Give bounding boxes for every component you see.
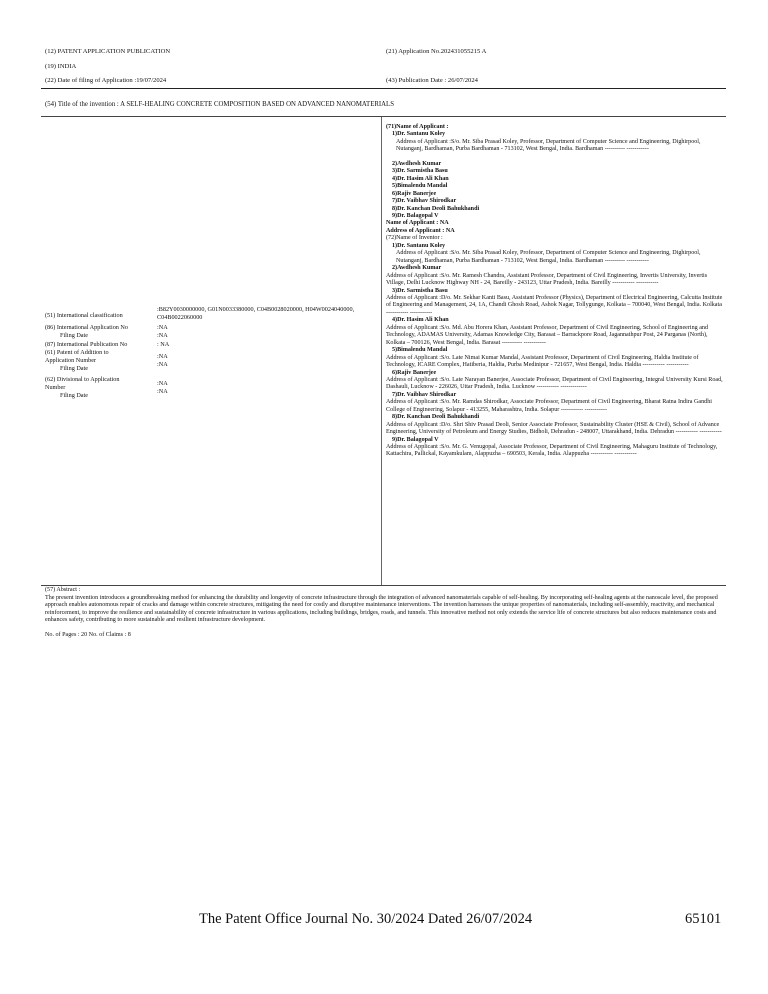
inventor-name: 9)Dr. Balagopal V <box>392 436 439 443</box>
applicant-name: 6)Rajiv Banerjee <box>392 190 437 197</box>
title-rule <box>41 116 726 117</box>
inventor-address: Address of Applicant :S/o. Md. Abu Horera Khan, Assistant Professor, Department of Civil Engineering, School of Engineering and Technology, ADAMAS University, Adamas Knowledge City, Barasat – Barrackpore Road, Jagannathpur Post, 24 Parganas (North), Kolkata – 700126, West Bengal, India. Barasat ---------- ----------- <box>386 324 708 346</box>
inventor-address: Address of Applicant :S/o. Mr. G. Venugopal, Associate Professor, Department of Civil Engineering, Mahaguru Institute of Technology, Kattachira, Pallickal, Kayamkulam, Alappuzha – 690503, Kerala, India. Alappuzha ----------- ----------- <box>386 444 718 458</box>
country: (19) INDIA <box>45 63 77 70</box>
abstract-rule <box>41 585 726 586</box>
inventor-name: 4)Dr. Hasim Ali Khan <box>392 317 449 324</box>
inventor-name: 3)Dr. Sarmistha Basu <box>392 287 448 294</box>
applicant-address-na: Address of Applicant : NA <box>386 227 455 234</box>
divisional-value-2: :NA <box>157 388 168 395</box>
invention-title: (54) Title of the invention : A SELF-HEALING CONCRETE COMPOSITION BASED ON ADVANCED NANOMATERIALS <box>45 101 394 108</box>
journal-footer: The Patent Office Journal No. 30/2024 Dated 26/07/2024 <box>199 911 533 927</box>
divisional-label-1: (62) Divisional to Application <box>45 376 120 383</box>
abstract-heading: (57) Abstract : <box>45 587 81 593</box>
inventor-address: Address of Applicant :S/o. Late Narayan Banerjee, Associate Professor, Department of Civil Engineering, Integral University Kursi Road, Dashauli, Lucknow - 226026, Uttar Pradesh, India. Lucknow ----------- ------------- <box>386 376 723 391</box>
inventor-name: 6)Rajiv Banerjee <box>392 369 437 376</box>
applicant-name: 8)Dr. Kanchan Deoli Bahukhandi <box>392 205 480 212</box>
addition-value-2: :NA <box>157 361 168 368</box>
applicant-name: 2)Awdhesh Kumar <box>392 160 442 167</box>
inventor-name: 7)Dr. Vaibhav Shirodkar <box>392 391 457 398</box>
applicant-name-na: Name of Applicant : NA <box>386 220 449 227</box>
inventor-name: 8)Dr. Kanchan Deoli Bahukhandi <box>392 414 480 421</box>
publication-date: (43) Publication Date : 26/07/2024 <box>386 77 478 84</box>
intl-pub-no-value: : NA <box>157 341 170 348</box>
inventor-address: Address of Applicant :S/o. Mr. Ramesh Chandra, Assistant Professor, Department of Civil Engineering, Invertis University, Invertis Village, Delhi Lucknow Highway NH - 24, Bareilly - 243123, Uttar Pradesh, India. Bareilly ----------- ----------- <box>386 272 708 287</box>
applicant-name: 3)Dr. Sarmistha Basu <box>392 168 448 175</box>
inventors-heading: (72)Name of Inventor : <box>386 235 443 242</box>
filing-date: (22) Date of filing of Application :19/07/2024 <box>45 77 167 84</box>
addition-value-1: :NA <box>157 353 168 360</box>
filing-date-value: :NA <box>157 332 168 339</box>
inventor-address: Address of Applicant :S/o. Mr. Siba Prasad Koley, Professor, Department of Computer Science and Engineering, Dighirpool, Nutanganj, Bardhaman, Purba Bardhaman - 713102, West Bengal, India. Bardhaman ---------- ----------- <box>396 250 701 264</box>
abstract-text: The present invention introduces a groundbreaking method for enhancing the durability and longevity of concrete infrastructure through the integration of advanced nanomaterials capable of self-healing. By incorporating self-healing agents at the nanoscale level, the proposed approach enables autonomous repair of cracks and damage within concrete structures, mitigating the need for costly and disruptive maintenance interventions. The invention harnesses the unique properties of nanomaterials, including self-assembly, reactivity, and mechanical reinforcement, to improve the resilience and sustainability of concrete infrastructure in various applications, including buildings, bridges, roads, and tunnels. This innovative method not only extends the service life of concrete structures but also reduces maintenance costs and enhances safety, contributing to more sustainable and resilient infrastructure development. <box>45 594 718 623</box>
inventor-address: Address of Applicant :D/o. Mr. Sekhar Kanti Basu, Assistant Professor (Physics), Department of Electrical Engineering, Calcutta Institute of Engineering and Management, 24, 1A, Chandi Ghosh Road, Ashok Nagar, Tollygunge, Kolkata – 700040, West Bengal, India. Kolkata ----------- ----------- <box>386 294 723 316</box>
application-number: (21) Application No.202431055215 A <box>386 48 487 55</box>
page-number: 65101 <box>685 911 722 927</box>
publication-type: (12) PATENT APPLICATION PUBLICATION <box>45 48 171 55</box>
addition-label-1: (61) Patent of Addition to <box>45 349 109 356</box>
divisional-value-1: :NA <box>157 380 168 387</box>
applicant-first-name: 1)Dr. Santanu Koley <box>392 131 446 138</box>
applicant-name: 5)Bimalendu Mandal <box>392 183 448 190</box>
inventor-name: 5)Bimalendu Mandal <box>392 347 448 354</box>
divisional-label-3: Filing Date <box>60 392 89 399</box>
applicant-first-address: Address of Applicant :S/o. Mr. Siba Prasad Koley, Professor, Department of Computer Science and Engineering, Dighirpool, Nutanganj, Bardhaman, Purba Bardhaman - 713102, West Bengal, India. Bardhaman ---------- ----------- <box>396 138 701 153</box>
intl-class-value: :B82Y0030000000, G01N0033380000, C04B0028020000, H04W0024040000, C04B0022060000 <box>157 306 355 321</box>
addition-label-2: Application Number <box>45 357 97 364</box>
abstract-section <box>45 587 725 639</box>
column-divider <box>381 117 382 585</box>
applicant-name: 4)Dr. Hasim Ali Khan <box>392 175 449 182</box>
header-rule <box>41 88 726 89</box>
intl-class-label: (51) International classification <box>45 312 123 319</box>
inventor-address: Address of Applicant :D/o. Shri Shiv Prasad Deoli, Senior Associate Professor, Sustainability Cluster (HSE & Civil), School of Advance Engineering, University of Petroleum and Energy Studies, Bidholi, Dehradun - 248007, Uttarakhand, India. Dehradun ----------- ----------- <box>386 421 722 436</box>
applicant-name: 7)Dr. Vaibhav Shirodkar <box>392 198 457 205</box>
divisional-label-2: Number <box>45 384 66 391</box>
pages-claims: No. of Pages : 20 No. of Claims : 8 <box>45 631 131 638</box>
inventor-name: 1)Dr. Santanu Koley <box>392 242 446 249</box>
applicant-inventor-column <box>386 124 725 459</box>
inventor-name: 2)Awdhesh Kumar <box>392 265 442 272</box>
intl-app-no-label: (86) International Application No <box>45 324 128 331</box>
intl-pub-no-label: (87) International Publication No <box>45 341 128 348</box>
applicants-heading: (71)Name of Applicant : <box>386 124 449 130</box>
inventor-address: Address of Applicant :S/o. Mr. Ramdas Shirodkar, Associate Professor, Department of Civil Engineering, Bharat Ratna Indira Gandhi College of Engineering, Solapur - 413255, Maharashtra, India. Solapur ----------- ----------- <box>386 399 712 413</box>
addition-label-3: Filing Date <box>60 365 89 372</box>
intl-app-no-value: :NA <box>157 324 168 331</box>
filing-date-label: Filing Date <box>60 332 89 339</box>
inventor-address: Address of Applicant :S/o. Late Nimai Kumar Mandal, Assistant Professor, Department of Civil Engineering, Haldia Institute of Technology, ICARE Complex, Hatiberia, Haldia, Purba Medinipur - 721657, West Bengal, India. Haldia ----------- ----------- <box>386 354 699 369</box>
applicant-name: 9)Dr. Balagopal V <box>392 212 439 219</box>
